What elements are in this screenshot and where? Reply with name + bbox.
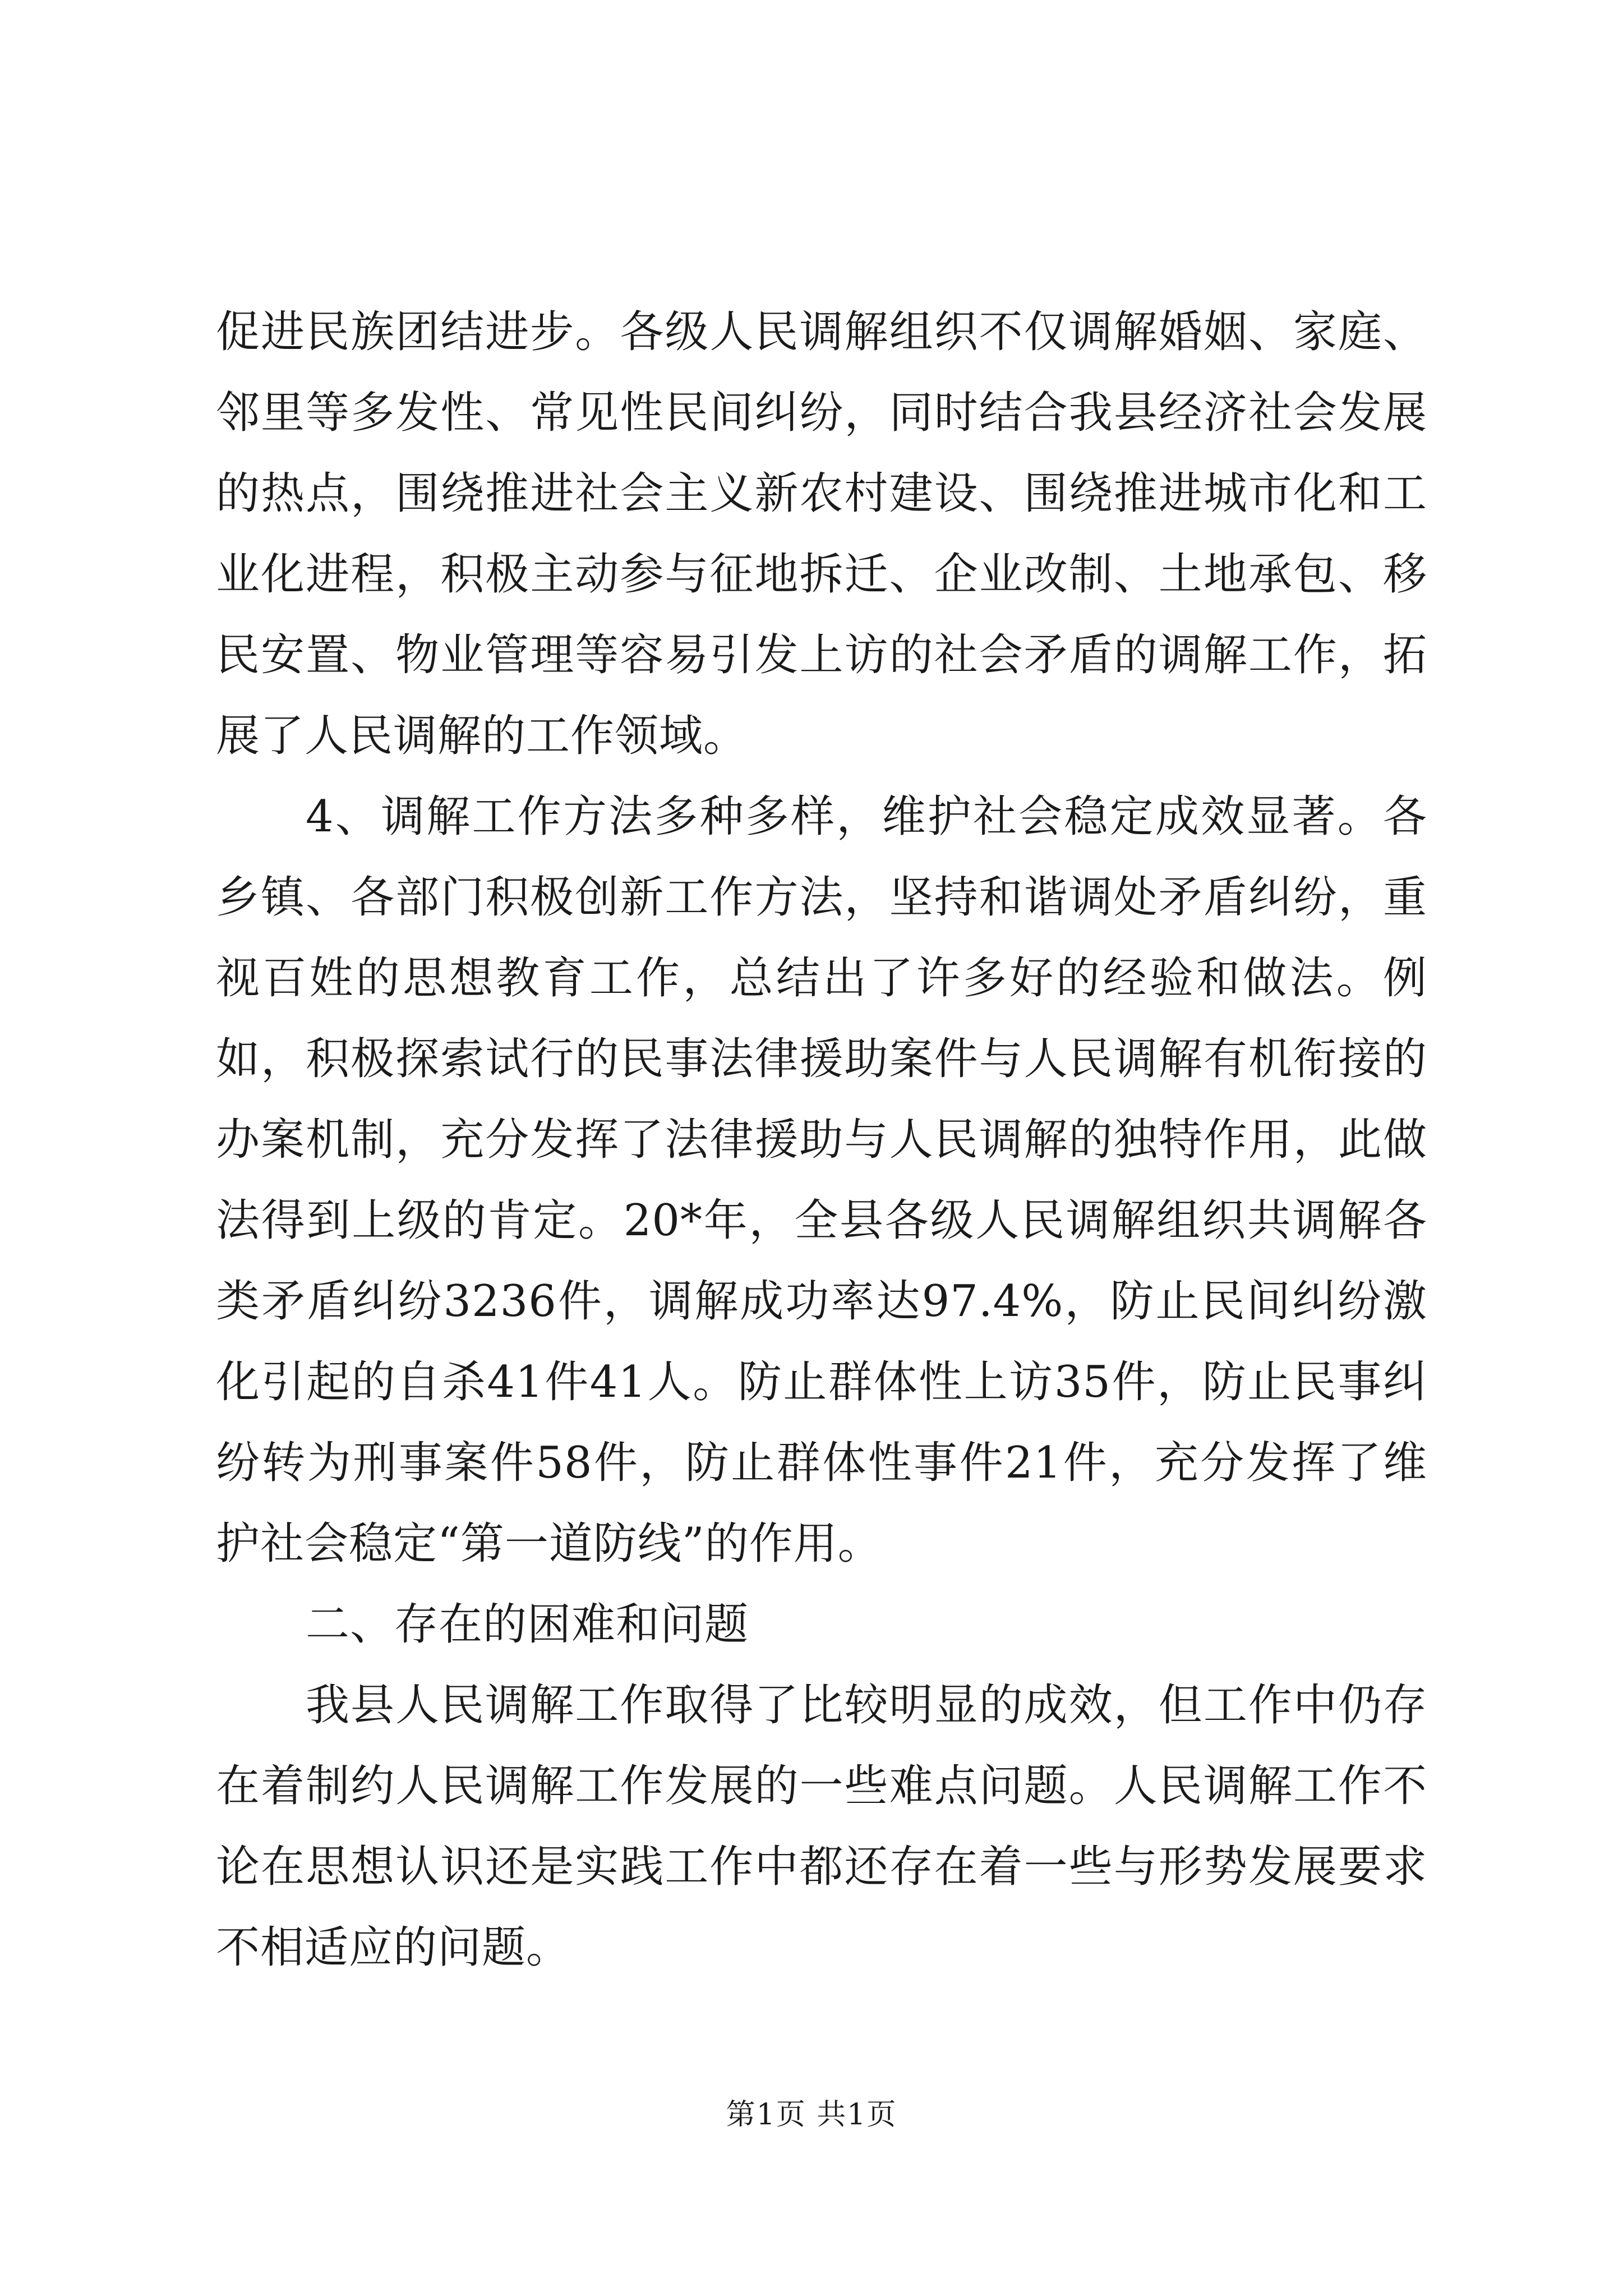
page-number-label: 第1页 共1页: [726, 2098, 897, 2132]
paragraph-mediation-methods: 4、调解工作方法多种多样，维护社会稳定成效显著。各乡镇、各部门积极创新工作方法，坚持和谐调处矛盾纠纷，重视百姓的思想教育工作，总结出了许多好的经验和做法。例如，积极探索试行的民事法律援助案件与人民调解有机衔接的办案机制，充分发挥了法律援助与人民调解的独特作用，此做法得到上级的肯定。20*年，全县各级人民调解组织共调解各类矛盾纠纷3236件，调解成功率达97.4%，防止民间纠纷激化引起的自杀41件41人。防止群体性上访35件，防止民事纠纷转为刑事案件58件，防止群体性事件21件，充分发挥了维护社会稳定“第一道防线”的作用。: [216, 792, 1427, 1569]
paragraph-difficulties: 我县人民调解工作取得了比较明显的成效，但工作中仍存在着制约人民调解工作发展的一些难点问题。人民调解工作不论在思想认识还是实践工作中都还存在着一些与形势发展要求不相适应的问题。: [216, 1680, 1427, 1973]
document-body: [216, 292, 1427, 1988]
section-heading-difficulties: 二、存在的困难和问题: [306, 1599, 749, 1650]
page-footer: [0, 2095, 1623, 2134]
paragraph-ethnic-unity: 促进民族团结进步。各级人民调解组织不仅调解婚姻、家庭、邻里等多发性、常见性民间纠纷，同时结合我县经济社会发展的热点，围绕推进社会主义新农村建设、围绕推进城市化和工业化进程，积极主动参与征地拆迁、企业改制、土地承包、移民安置、物业管理等容易引发上访的社会矛盾的调解工作，拓展了人民调解的工作领域。: [216, 307, 1427, 761]
